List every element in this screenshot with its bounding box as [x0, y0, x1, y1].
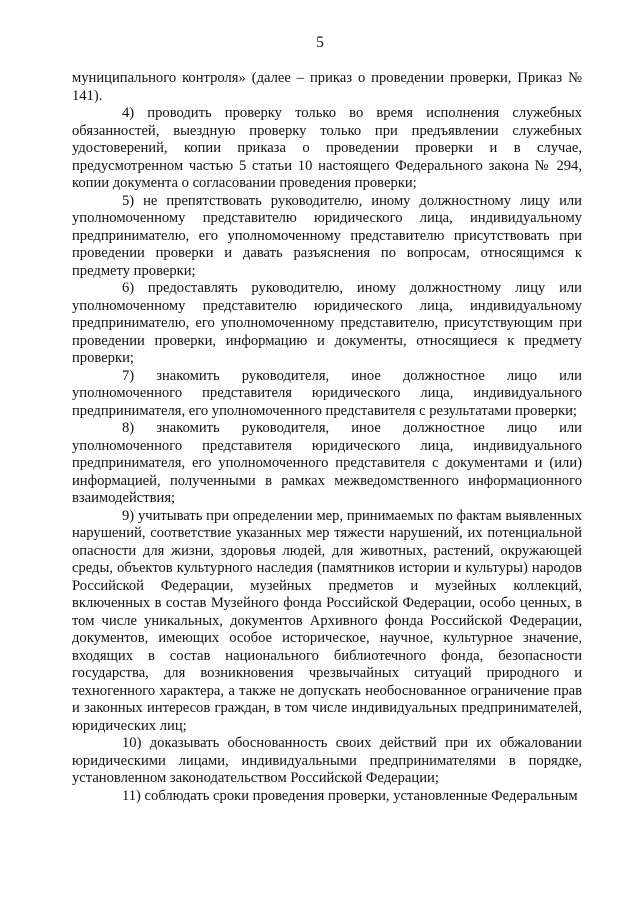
paragraph-continuation: муниципального контроля» (далее – приказ о проведении проверки, Приказ № 141). [72, 70, 582, 104]
paragraph-item-8: 8) знакомить руководителя, иное должностное лицо или уполномоченного представителя юридического лица, индивидуального предпринимателя, его уполномоченного представителя с документами и (или) информацией, полученными в рамках межведомственного информационного взаимодействия; [72, 420, 582, 506]
paragraph-item-7: 7) знакомить руководителя, иное должностное лицо или уполномоченного представителя юридического лица, индивидуального предпринимателя, его уполномоченного представителя с результатами проверки; [72, 367, 582, 419]
document-body [72, 70, 582, 805]
paragraph-item-10: 10) доказывать обоснованность своих действий при их обжаловании юридическими лицами, индивидуальными предпринимателями в порядке, установленном законодательством Российской Федерации; [72, 735, 582, 786]
page-number: 5 [316, 34, 324, 51]
paragraph-item-5: 5) не препятствовать руководителю, иному должностному лицу или уполномоченному представителю юридического лица, индивидуальному предпринимателю, его уполномоченному представителю присутствовать при проведении проверки и давать разъяснения по вопросам, относящимся к предмету проверки; [72, 192, 582, 279]
paragraph-item-11: 11) соблюдать сроки проведения проверки, установленные Федеральным [122, 787, 578, 804]
paragraph-item-9: 9) учитывать при определении мер, принимаемых по фактам выявленных нарушений, соответствие указанных мер тяжести нарушений, их потенциальной опасности для жизни, здоровья людей, для животных, растений, окружающей среды, объектов культурного наследия (памятников истории и культуры) народов Российской Федерации, музейных предметов и музейных коллекций, включенных в состав Музейного фонда Российской Федерации, особо ценных, в том числе уникальных, документов Архивного фонда Российской Федерации, документов, имеющих особое историческое, научное, культурное значение, входящих в состав национального библиотечного фонда, безопасности государства, для возникновения чрезвычайных ситуаций природного и техногенного характера, а также не допускать необоснованное ограничение прав и законных интересов граждан, в том числе индивидуальных предпринимателей, юридических лиц; [72, 507, 582, 734]
paragraph-item-6: 6) предоставлять руководителю, иному должностному лицу или уполномоченному представителю юридического лица, индивидуальному предпринимателю, его уполномоченному представителю, присутствующим при проведении проверки, информацию и документы, относящиеся к предмету проверки; [72, 280, 582, 366]
paragraph-item-4: 4) проводить проверку только во время исполнения служебных обязанностей, выездную проверку только при предъявлении служебных удостоверений, копии приказа о проведении проверки и в случае, предусмотренном частью 5 статьи 10 настоящего Федерального закона № 294, копии документа о согласовании проведения проверки; [72, 105, 582, 191]
